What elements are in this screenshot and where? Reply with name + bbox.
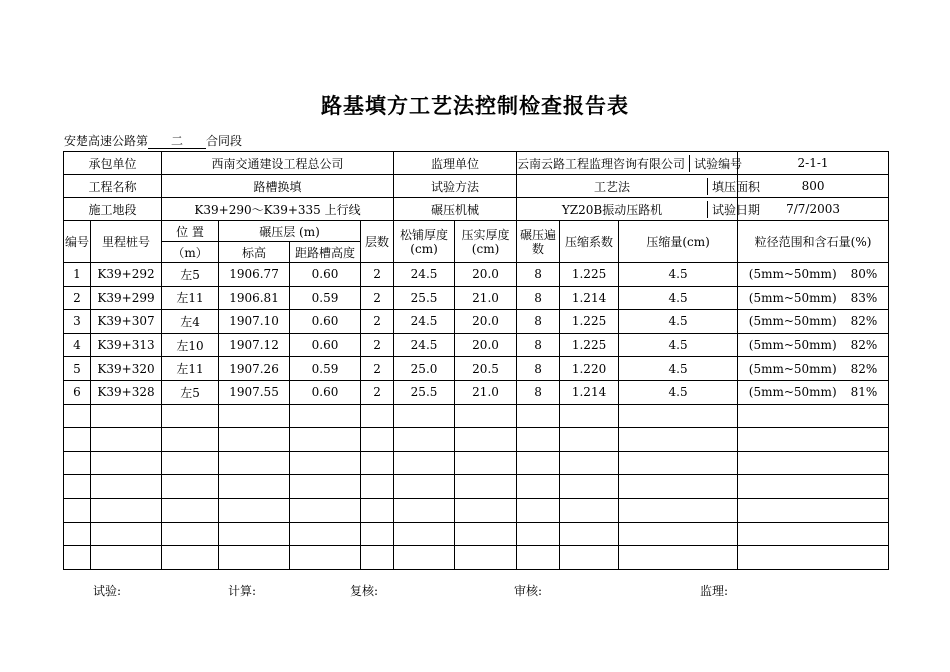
cell-elev: 1906.81 — [219, 286, 290, 310]
cell-elev: 1907.12 — [219, 333, 290, 357]
machine-label: 碾压机械 — [394, 198, 517, 221]
empty-cell — [361, 428, 394, 452]
empty-cell — [91, 404, 162, 428]
empty-cell — [219, 404, 290, 428]
cell-comp: 20.0 — [455, 310, 517, 334]
empty-cell — [619, 498, 738, 522]
col-loose-header: 松铺厚度(cm) — [394, 221, 455, 263]
cell-amount: 4.5 — [619, 380, 738, 404]
cell-elev: 1907.55 — [219, 380, 290, 404]
empty-cell — [162, 546, 219, 570]
empty-cell — [290, 475, 361, 499]
signature-calc: 计算: — [228, 584, 257, 598]
cell-gradation — [738, 380, 889, 404]
empty-cell — [619, 451, 738, 475]
cell-layers: 2 — [361, 263, 394, 287]
gradation-percent: 82% — [850, 361, 878, 376]
empty-cell — [290, 404, 361, 428]
empty-cell — [361, 475, 394, 499]
cell-coef: 1.225 — [560, 310, 619, 334]
cell-amount: 4.5 — [619, 357, 738, 381]
empty-cell — [162, 428, 219, 452]
supervisor-text: 云南云路工程监理咨询有限公司 — [517, 156, 686, 171]
subtitle-suffix: 合同段 — [206, 134, 243, 148]
cell-gradation — [738, 357, 889, 381]
empty-cell — [219, 475, 290, 499]
col-amount-header: 压缩量(cm) — [619, 221, 738, 263]
cell-depth: 0.60 — [290, 380, 361, 404]
empty-cell — [290, 546, 361, 570]
cell-layers: 2 — [361, 286, 394, 310]
cell-coef: 1.214 — [560, 286, 619, 310]
cell-station: K39+328 — [91, 380, 162, 404]
cell-loose: 25.5 — [394, 380, 455, 404]
cell-passes: 8 — [517, 286, 560, 310]
cell-comp: 21.0 — [455, 380, 517, 404]
gradation-percent: 82% — [850, 338, 878, 353]
cell-comp: 20.0 — [455, 263, 517, 287]
signature-supervise: 监理: — [700, 584, 729, 598]
empty-cell — [64, 475, 91, 499]
empty-cell — [517, 404, 560, 428]
cell-amount: 4.5 — [619, 310, 738, 334]
empty-cell — [219, 428, 290, 452]
col-position-header: 位 置 — [162, 221, 219, 242]
cell-elev: 1906.77 — [219, 263, 290, 287]
info-row-2 — [64, 175, 889, 198]
cell-station: K39+299 — [91, 286, 162, 310]
empty-cell — [560, 404, 619, 428]
col-gradation-header: 粒径范围和含石量(%) — [738, 221, 889, 263]
cell-coef: 1.214 — [560, 380, 619, 404]
gradation-range: (5mm~50mm) — [748, 385, 837, 400]
empty-cell — [91, 546, 162, 570]
cell-coef: 1.225 — [560, 263, 619, 287]
method-text: 工艺法 — [594, 179, 631, 194]
empty-cell — [455, 522, 517, 546]
empty-cell — [619, 428, 738, 452]
empty-cell — [361, 498, 394, 522]
cell-depth: 0.60 — [290, 333, 361, 357]
cell-loose: 25.0 — [394, 357, 455, 381]
empty-cell — [91, 451, 162, 475]
cell-elev: 1907.26 — [219, 357, 290, 381]
cell-amount: 4.5 — [619, 286, 738, 310]
signature-test: 试验: — [93, 584, 122, 598]
empty-cell — [91, 498, 162, 522]
cell-amount: 4.5 — [619, 263, 738, 287]
empty-cell — [64, 546, 91, 570]
empty-cell — [738, 451, 889, 475]
cell-pos: 左11 — [162, 357, 219, 381]
empty-cell — [361, 522, 394, 546]
empty-row — [64, 522, 889, 546]
empty-cell — [290, 522, 361, 546]
cell-loose: 25.5 — [394, 286, 455, 310]
empty-row — [64, 546, 889, 570]
section-number: 二 — [148, 135, 206, 149]
empty-cell — [455, 546, 517, 570]
cell-passes: 8 — [517, 263, 560, 287]
empty-cell — [738, 498, 889, 522]
cell-no: 3 — [64, 310, 91, 334]
col-layers-header: 层数 — [361, 221, 394, 263]
empty-cell — [219, 498, 290, 522]
empty-row — [64, 451, 889, 475]
empty-cell — [560, 428, 619, 452]
signature-line — [0, 582, 950, 598]
empty-cell — [738, 522, 889, 546]
empty-cell — [162, 451, 219, 475]
empty-cell — [64, 428, 91, 452]
empty-cell — [394, 522, 455, 546]
signature-audit: 审核: — [514, 584, 543, 598]
cell-gradation — [738, 286, 889, 310]
gradation-range: (5mm~50mm) — [748, 314, 837, 329]
gradation-percent: 82% — [850, 314, 878, 329]
cell-gradation — [738, 263, 889, 287]
empty-row — [64, 428, 889, 452]
empty-cell — [517, 475, 560, 499]
empty-cell — [162, 404, 219, 428]
empty-cell — [517, 546, 560, 570]
data-rows — [64, 263, 889, 570]
col-position-unit: （m） — [162, 242, 219, 263]
test-no-value: 2-1-1 — [738, 152, 889, 175]
supervisor-value — [517, 152, 743, 175]
cell-comp: 20.5 — [455, 357, 517, 381]
cell-passes: 8 — [517, 357, 560, 381]
cell-no: 6 — [64, 380, 91, 404]
empty-cell — [517, 428, 560, 452]
machine-text: YZ20B振动压路机 — [561, 202, 663, 217]
cell-layers: 2 — [361, 333, 394, 357]
col-elevation-header: 标高 — [219, 242, 290, 263]
project-value: 路槽换填 — [162, 175, 394, 198]
cell-loose: 24.5 — [394, 333, 455, 357]
cell-loose: 24.5 — [394, 263, 455, 287]
empty-cell — [517, 498, 560, 522]
cell-station: K39+320 — [91, 357, 162, 381]
cell-no: 1 — [64, 263, 91, 287]
empty-cell — [361, 404, 394, 428]
empty-cell — [455, 404, 517, 428]
col-passes-header: 碾压遍数 — [517, 221, 560, 263]
empty-cell — [162, 498, 219, 522]
cell-no: 5 — [64, 357, 91, 381]
gradation-range: (5mm~50mm) — [748, 338, 837, 353]
cell-gradation — [738, 333, 889, 357]
cell-pos: 左5 — [162, 380, 219, 404]
cell-station: K39+292 — [91, 263, 162, 287]
cell-amount: 4.5 — [619, 333, 738, 357]
supervisor-label: 监理单位 — [394, 152, 517, 175]
empty-cell — [394, 475, 455, 499]
cell-layers: 2 — [361, 357, 394, 381]
empty-cell — [162, 522, 219, 546]
cell-layers: 2 — [361, 310, 394, 334]
empty-cell — [560, 522, 619, 546]
table-row — [64, 333, 889, 357]
cell-layers: 2 — [361, 380, 394, 404]
method-label: 试验方法 — [394, 175, 517, 198]
cell-comp: 21.0 — [455, 286, 517, 310]
empty-cell — [64, 404, 91, 428]
empty-cell — [455, 475, 517, 499]
cell-depth: 0.59 — [290, 286, 361, 310]
empty-cell — [394, 428, 455, 452]
empty-cell — [290, 428, 361, 452]
empty-cell — [394, 498, 455, 522]
cell-pos: 左11 — [162, 286, 219, 310]
gradation-range: (5mm~50mm) — [748, 361, 837, 376]
table-row — [64, 263, 889, 287]
contractor-value: 西南交通建设工程总公司 — [162, 152, 394, 175]
empty-cell — [619, 546, 738, 570]
date-label: 试验日期 — [707, 201, 760, 218]
empty-cell — [219, 522, 290, 546]
table-row — [64, 310, 889, 334]
empty-cell — [64, 451, 91, 475]
cell-depth: 0.59 — [290, 357, 361, 381]
project-label: 工程名称 — [64, 175, 162, 198]
empty-cell — [162, 475, 219, 499]
empty-cell — [91, 475, 162, 499]
empty-cell — [394, 404, 455, 428]
gradation-range: (5mm~50mm) — [748, 290, 837, 305]
cell-pos: 左4 — [162, 310, 219, 334]
empty-cell — [619, 404, 738, 428]
empty-cell — [738, 404, 889, 428]
col-depth-header: 距路槽高度 — [290, 242, 361, 263]
column-header-row-1 — [64, 221, 889, 242]
machine-value — [517, 198, 761, 221]
report-table — [63, 151, 889, 570]
cell-depth: 0.60 — [290, 310, 361, 334]
col-no-header: 编号 — [64, 221, 91, 263]
col-station-header: 里程桩号 — [91, 221, 162, 263]
cell-station: K39+307 — [91, 310, 162, 334]
empty-cell — [619, 522, 738, 546]
cell-passes: 8 — [517, 380, 560, 404]
gradation-range: (5mm~50mm) — [748, 267, 837, 282]
col-layer-group-header: 碾压层 (m) — [219, 221, 361, 242]
area-label: 填压面积 — [707, 178, 760, 195]
empty-cell — [91, 428, 162, 452]
cell-pos: 左10 — [162, 333, 219, 357]
cell-passes: 8 — [517, 333, 560, 357]
empty-cell — [219, 451, 290, 475]
cell-depth: 0.60 — [290, 263, 361, 287]
cell-loose: 24.5 — [394, 310, 455, 334]
empty-cell — [290, 498, 361, 522]
empty-cell — [64, 522, 91, 546]
cell-gradation — [738, 310, 889, 334]
empty-cell — [560, 475, 619, 499]
cell-no: 2 — [64, 286, 91, 310]
empty-cell — [455, 498, 517, 522]
cell-station: K39+313 — [91, 333, 162, 357]
empty-row — [64, 498, 889, 522]
report-title: 路基填方工艺法控制检查报告表 — [321, 93, 629, 118]
test-no-label: 试验编号 — [689, 155, 742, 172]
cell-elev: 1907.10 — [219, 310, 290, 334]
empty-cell — [560, 451, 619, 475]
gradation-percent: 80% — [850, 267, 878, 282]
empty-cell — [361, 546, 394, 570]
empty-cell — [361, 451, 394, 475]
empty-cell — [219, 546, 290, 570]
empty-cell — [290, 451, 361, 475]
cell-comp: 20.0 — [455, 333, 517, 357]
col-coef-header: 压缩系数 — [560, 221, 619, 263]
empty-cell — [619, 475, 738, 499]
empty-row — [64, 404, 889, 428]
contract-section-line — [64, 132, 242, 149]
empty-cell — [64, 498, 91, 522]
method-value — [517, 175, 761, 198]
info-row-1 — [64, 152, 889, 175]
cell-passes: 8 — [517, 310, 560, 334]
empty-cell — [394, 451, 455, 475]
empty-cell — [560, 546, 619, 570]
col-compacted-header: 压实厚度(cm) — [455, 221, 517, 263]
site-label: 施工地段 — [64, 198, 162, 221]
subtitle-prefix: 安楚高速公路第 — [64, 134, 149, 148]
empty-cell — [738, 428, 889, 452]
info-row-3 — [64, 198, 889, 221]
area-value: 800 — [738, 175, 889, 198]
contractor-label: 承包单位 — [64, 152, 162, 175]
table-row — [64, 380, 889, 404]
empty-cell — [517, 522, 560, 546]
cell-coef: 1.220 — [560, 357, 619, 381]
date-value: 7/7/2003 — [738, 198, 889, 221]
cell-no: 4 — [64, 333, 91, 357]
table-row — [64, 357, 889, 381]
table-row — [64, 286, 889, 310]
signature-review: 复核: — [350, 584, 379, 598]
cell-coef: 1.225 — [560, 333, 619, 357]
empty-cell — [517, 451, 560, 475]
gradation-percent: 83% — [850, 290, 878, 305]
empty-cell — [455, 428, 517, 452]
empty-cell — [738, 546, 889, 570]
empty-cell — [394, 546, 455, 570]
cell-pos: 左5 — [162, 263, 219, 287]
empty-cell — [738, 475, 889, 499]
empty-cell — [455, 451, 517, 475]
site-value: K39+290～K39+335 上行线 — [162, 198, 394, 221]
empty-row — [64, 475, 889, 499]
empty-cell — [560, 498, 619, 522]
gradation-percent: 81% — [850, 385, 878, 400]
empty-cell — [91, 522, 162, 546]
